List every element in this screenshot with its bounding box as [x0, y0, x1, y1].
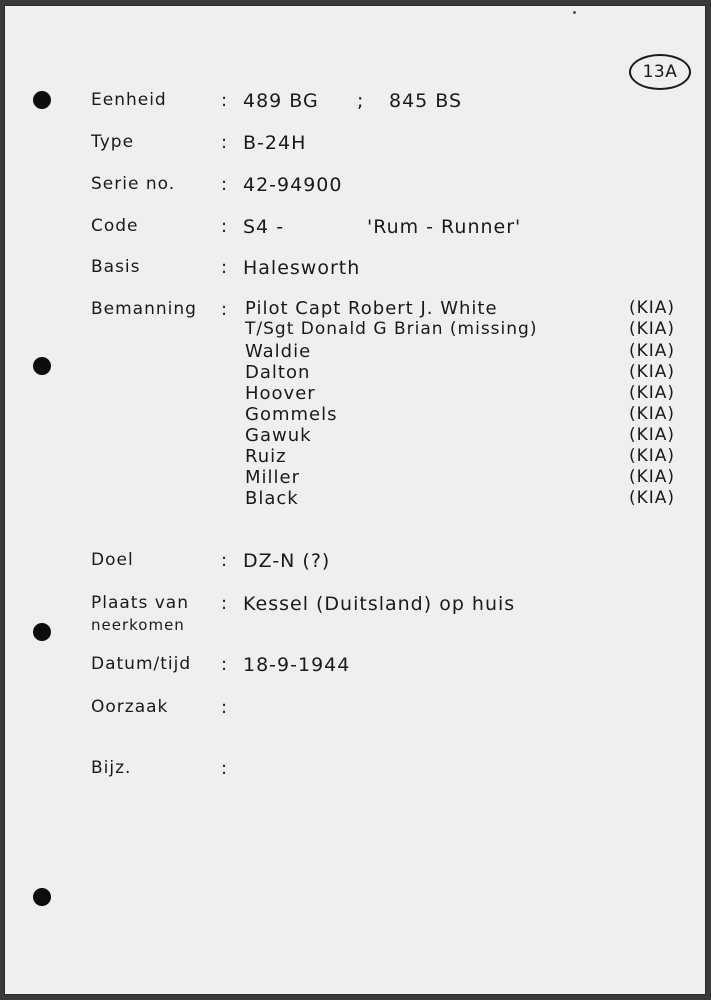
field-label: Basis	[91, 257, 141, 277]
field-serie	[5, 174, 705, 204]
field-label: Datum/tijd	[91, 654, 192, 674]
field-bijz	[5, 758, 705, 788]
crew-status: (KIA)	[629, 488, 676, 508]
punch-hole	[33, 888, 51, 906]
page-tag: 13A	[629, 54, 691, 90]
field-plaats-line2	[5, 616, 705, 646]
field-colon: :	[221, 299, 229, 320]
field-separator: ;	[357, 90, 365, 112]
field-value: S4 -	[243, 216, 285, 238]
field-value: Halesworth	[243, 257, 361, 279]
field-value: B-24H	[243, 132, 307, 154]
field-value: DZ-N (?)	[243, 550, 331, 572]
field-label: Type	[91, 132, 135, 152]
crew-row	[5, 488, 705, 518]
field-value: 18-9-1944	[243, 654, 351, 676]
field-colon: :	[221, 216, 229, 237]
crew-name: Hoover	[245, 383, 316, 404]
field-colon: :	[221, 132, 229, 153]
field-label: Eenheid	[91, 90, 167, 110]
aircraft-name: 'Rum - Runner'	[367, 216, 522, 238]
field-colon: :	[221, 90, 229, 111]
field-label: Doel	[91, 550, 134, 570]
field-datum	[5, 654, 705, 684]
record-sheet	[5, 6, 705, 994]
field-label: Serie no.	[91, 174, 176, 194]
crew-name: Gawuk	[245, 425, 312, 446]
crew-name: Miller	[245, 467, 301, 488]
field-value: Kessel (Duitsland) op huis	[243, 593, 516, 615]
field-colon: :	[221, 654, 229, 675]
crew-name: Dalton	[245, 362, 311, 383]
field-basis	[5, 257, 705, 287]
field-label: Plaats van	[91, 593, 189, 613]
field-value: 845 BS	[389, 90, 463, 112]
crew-status: (KIA)	[629, 298, 676, 318]
crew-status: (KIA)	[629, 425, 676, 445]
crew-status: (KIA)	[629, 362, 676, 382]
crew-name: Ruiz	[245, 446, 287, 467]
field-colon: :	[221, 550, 229, 571]
field-label: Code	[91, 216, 139, 236]
field-colon: :	[221, 758, 229, 779]
field-label: neerkomen	[91, 616, 185, 634]
field-type	[5, 132, 705, 162]
field-doel	[5, 550, 705, 580]
crew-status: (KIA)	[629, 341, 676, 361]
field-oorzaak	[5, 697, 705, 727]
field-colon: :	[221, 257, 229, 278]
field-code	[5, 216, 705, 246]
field-label: Oorzaak	[91, 697, 169, 717]
field-eenheid	[5, 90, 705, 120]
crew-status: (KIA)	[629, 446, 676, 466]
crew-name: Black	[245, 488, 299, 509]
field-label: Bemanning	[91, 299, 197, 319]
crew-status: (KIA)	[629, 467, 676, 487]
crew-name: Waldie	[245, 341, 312, 362]
field-value: 42-94900	[243, 174, 343, 196]
crew-name: T/Sgt Donald G Brian (missing)	[245, 319, 538, 339]
field-label: Bijz.	[91, 758, 132, 778]
crew-status: (KIA)	[629, 383, 676, 403]
field-colon: :	[221, 174, 229, 195]
crew-name: Gommels	[245, 404, 338, 425]
field-colon: :	[221, 593, 229, 614]
field-colon: :	[221, 697, 229, 718]
crew-status: (KIA)	[629, 319, 676, 339]
crew-status: (KIA)	[629, 404, 676, 424]
field-value: 489 BG	[243, 90, 319, 112]
specks	[573, 11, 576, 14]
crew-name: Pilot Capt Robert J. White	[245, 298, 498, 319]
